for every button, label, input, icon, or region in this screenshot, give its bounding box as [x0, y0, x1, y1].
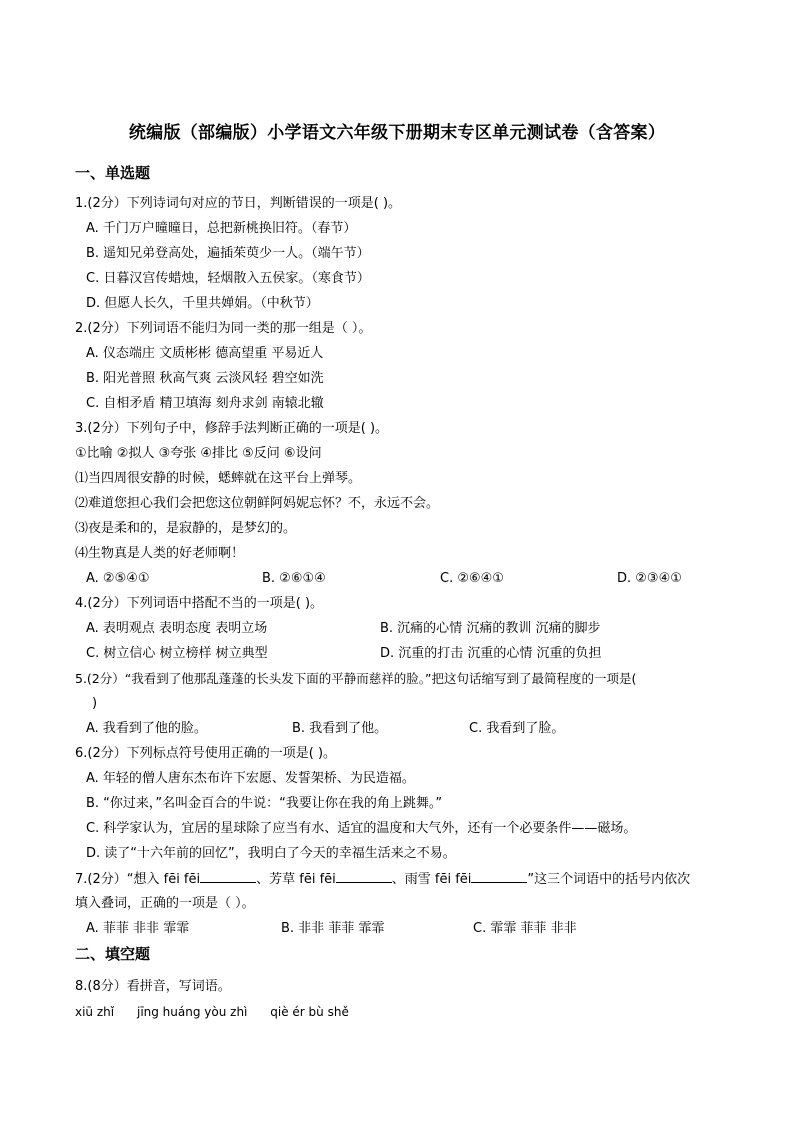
question-4-option-b: B. 沉痛的心情 沉痛的教训 沉痛的脚步	[380, 621, 601, 636]
question-7-stem-line-2: 填入叠词，正确的一项是（ ）。	[75, 896, 255, 911]
question-3-option-d: D. ②③④①	[617, 571, 682, 586]
question-2-option-b: B. 阳光普照 秋高气爽 云淡风轻 碧空如洗	[86, 371, 324, 386]
question-7-stem-part-4: ”这三个词语中的括号内依次	[527, 872, 691, 887]
question-6-stem: 6.(2分）下列标点符号使用正确的一项是( )。	[75, 746, 337, 761]
question-5-stem-close: )	[92, 696, 98, 711]
question-7-option-a: A. 菲菲 非非 霏霏	[86, 921, 190, 936]
question-4-option-c: C. 树立信心 树立榜样 树立典型	[86, 646, 268, 661]
question-2-option-c: C. 自相矛盾 精卫填海 刻舟求剑 南辕北辙	[86, 396, 324, 411]
question-8-stem: 8.(8分）看拼音，写词语。	[75, 979, 231, 994]
question-3-sentence-3: ⑶夜是柔和的，是寂静的，是梦幻的。	[75, 521, 297, 536]
question-1-option-c: C. 日暮汉宫传蜡烛，轻烟散入五侯家。（寒食节）	[86, 271, 370, 286]
question-7-option-b: B. 非非 菲菲 霏霏	[281, 921, 385, 936]
question-3-stem: 3.(2分）下列句子中，修辞手法判断正确的一项是( )。	[75, 421, 389, 436]
question-5-option-c: C. 我看到了脸。	[469, 721, 565, 736]
question-5-option-a: A. 我看到了他的脸。	[86, 721, 207, 736]
question-2-stem: 2.(2分）下列词语不能归为同一类的那一组是（ ）。	[75, 321, 372, 336]
question-6-option-a: A. 年轻的僧人唐东杰布许下宏愿、发誓架桥、为民造福。	[86, 771, 415, 786]
question-4-stem: 4.(2分）下列词语中搭配不当的一项是( )。	[75, 596, 324, 611]
question-7-stem	[75, 870, 690, 889]
question-3-option-c: C. ②⑥④①	[440, 571, 504, 586]
question-8-pinyin: xiū zhǐ jīng huáng yòu zhì qiè ér bù shě	[75, 1005, 349, 1019]
question-6-option-d: D. 读了“十六年前的回忆”，我明白了今天的幸福生活来之不易。	[86, 846, 456, 861]
section-heading-single-choice: 一、单选题	[75, 164, 151, 182]
question-3-sentence-4: ⑷生物真是人类的好老师啊！	[75, 546, 245, 561]
question-7-stem-part-2: 、芳草 fēi fēi	[256, 872, 336, 887]
question-5-option-b: B. 我看到了他。	[292, 721, 388, 736]
blank-1[interactable]	[200, 870, 256, 883]
question-4-option-a: A. 表明观点 表明态度 表明立场	[86, 621, 268, 636]
question-7-stem-part-1: 7.(2分）“想入 fēi fēi	[75, 872, 201, 887]
question-6-option-b: B. “你过来，”名叫金百合的牛说：“我要让你在我的角上跳舞。”	[86, 796, 443, 811]
question-7-option-c: C. 霏霏 菲菲 非非	[473, 921, 577, 936]
blank-3[interactable]	[471, 870, 527, 883]
question-1-option-a: A. 千门万户曈曈日，总把新桃换旧符。（春节）	[86, 221, 357, 236]
question-4-option-d: D. 沉重的打击 沉重的心情 沉重的负担	[380, 646, 602, 661]
question-3-option-a: A. ②⑤④①	[86, 571, 150, 586]
question-3-sentence-2: ⑵难道您担心我们会把您这位朝鲜阿妈妮忘怀？不，永远不会。	[75, 496, 440, 511]
question-5-stem: 5.(2分）“我看到了他那乱蓬蓬的长头发下面的平静而慈祥的脸。”把这句话缩写到了最简程度的一项是(	[75, 671, 637, 686]
question-3-option-b: B. ②⑥①④	[262, 571, 326, 586]
question-3-sentence-1: ⑴当四周很安静的时候，蟋蟀就在这平台上弹琴。	[75, 471, 362, 486]
section-heading-fill-in: 二、填空题	[75, 945, 151, 963]
question-1-option-b: B. 遥知兄弟登高处，遍插茱萸少一人。（端午节）	[86, 246, 370, 261]
question-6-option-c: C. 科学家认为，宜居的星球除了应当有水、适宜的温度和大气外，还有一个必要条件——磁场。	[86, 821, 637, 836]
page-title: 统编版（部编版）小学语文六年级下册期末专区单元测试卷（含答案）	[128, 123, 666, 143]
blank-2[interactable]	[336, 870, 392, 883]
question-1-option-d: D. 但愿人长久，千里共婵娟。（中秋节）	[86, 296, 319, 311]
question-1-stem: 1.(2分）下列诗词句对应的节日，判断错误的一项是( )。	[75, 196, 402, 211]
question-3-rhetoric-list: ①比喻 ②拟人 ③夸张 ④排比 ⑤反问 ⑥设问	[75, 446, 322, 461]
question-2-option-a: A. 仪态端庄 文质彬彬 德高望重 平易近人	[86, 346, 324, 361]
question-7-stem-part-3: 、雨雪 fēi fēi	[391, 872, 472, 887]
